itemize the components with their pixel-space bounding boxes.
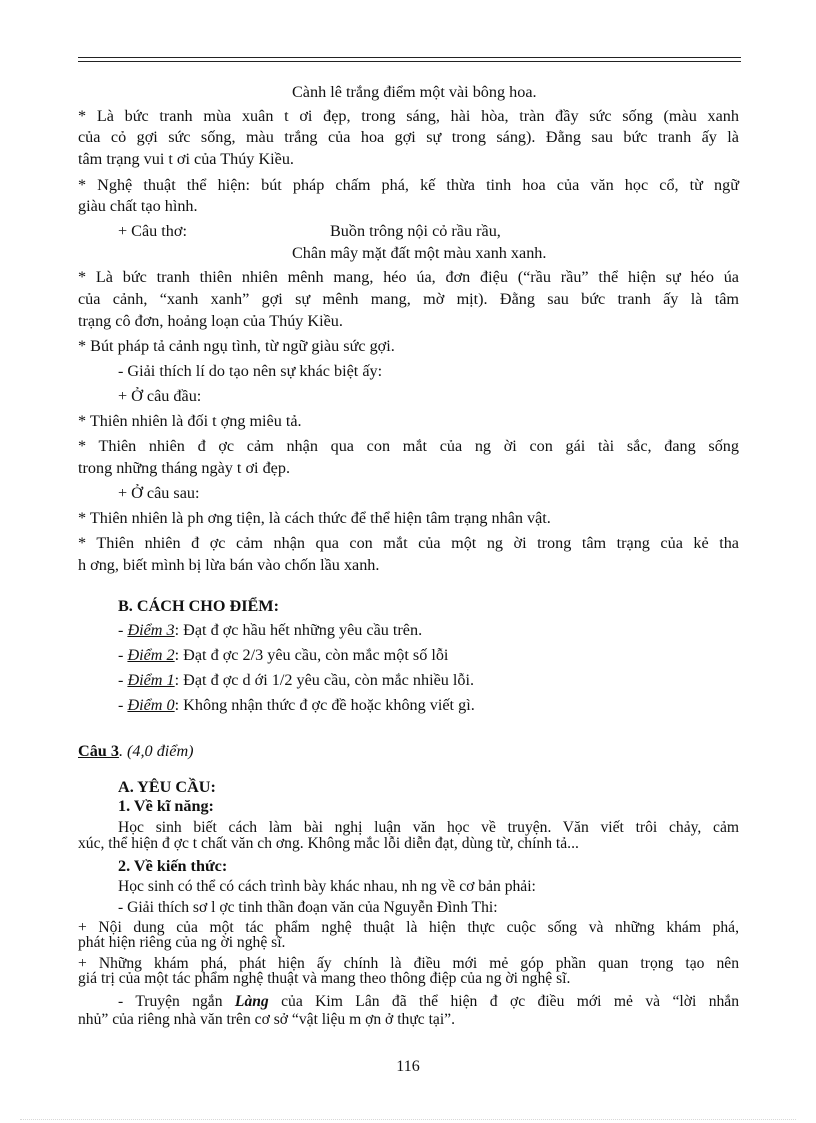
grading-item: - Điểm 1: Đạt đ ợc d ới 1/2 yêu cầu, còn mắc nhiều lỗi. bbox=[118, 671, 475, 689]
text-line: * Thiên nhiên đ ợc cảm nhận qua con mắt của một ng ời trong tâm trạng của kẻ tha bbox=[78, 534, 739, 552]
score-label: Điểm 3 bbox=[127, 621, 175, 639]
text-line: * Nghệ thuật thể hiện: bút pháp chấm phá, kế thừa tinh hoa của văn học cổ, từ ngữ bbox=[78, 176, 739, 194]
story-title: Làng bbox=[234, 993, 269, 1010]
question-score: . (4,0 điểm) bbox=[118, 742, 194, 760]
text-line: * Là bức tranh thiên nhiên mênh mang, héo úa, đơn điệu (“rầu rầu” thể hiện sự héo úa bbox=[78, 268, 739, 286]
footer-dotted-line bbox=[20, 1119, 796, 1120]
header-rule-bottom bbox=[78, 61, 741, 62]
grading-heading: B. CÁCH CHO ĐIỂM: bbox=[118, 597, 279, 615]
text-line: * Thiên nhiên là ph ơng tiện, là cách thức để thể hiện tâm trạng nhân vật. bbox=[78, 509, 551, 527]
grading-item: - Điểm 0: Không nhận thức đ ợc đề hoặc không viết gì. bbox=[118, 696, 475, 714]
text-line: Học sinh biết cách làm bài nghị luận văn học về truyện. Văn viết trôi chảy, cảm bbox=[118, 819, 739, 836]
text-line: - Giải thích lí do tạo nên sự khác biệt ấy: bbox=[118, 362, 383, 380]
poem-line-2: Buồn trông nội cỏ rầu rầu, bbox=[330, 222, 501, 240]
text-line: + Những khám phá, phát hiện ấy chính là điều mới mẻ góp phần quan trọng tạo nên bbox=[78, 955, 739, 972]
poem-line-3: Chân mây mặt đất một màu xanh xanh. bbox=[292, 244, 547, 262]
text-line: + Ở câu đầu: bbox=[118, 387, 202, 405]
header-rule-top bbox=[78, 57, 741, 58]
text-line: giá trị của một tác phẩm nghệ thuật và mang theo thông điệp của ng ời nghệ sĩ. bbox=[78, 970, 571, 987]
text-line: của cỏ gợi sức sống, màu trắng của hoa gợi sự trong sáng). Đằng sau bức tranh ấy là bbox=[78, 128, 739, 146]
poem-intro-label: + Câu thơ: bbox=[118, 222, 187, 240]
text-line: + Nội dung của một tác phẩm nghệ thuật là hiện thực cuộc sống và những khám phá, bbox=[78, 919, 739, 936]
requirements-heading: A. YÊU CẦU: bbox=[118, 778, 216, 796]
text-line: * Thiên nhiên đ ợc cảm nhận qua con mắt của ng ời con gái tài sắc, đang sống bbox=[78, 437, 739, 455]
score-label: Điểm 2 bbox=[127, 646, 175, 664]
question-label: Câu 3 bbox=[78, 742, 119, 760]
text-line: của cảnh, “xanh xanh” gợi sự mênh mang, mờ mịt). Đằng sau bức tranh ấy là tâm bbox=[78, 290, 739, 308]
grading-item: - Điểm 3: Đạt đ ợc hầu hết những yêu cầu trên. bbox=[118, 621, 423, 639]
score-label: Điểm 0 bbox=[127, 696, 175, 714]
text-line: tâm trạng vui t ơi của Thúy Kiều. bbox=[78, 150, 294, 168]
text-line: * Bút pháp tả cảnh ngụ tình, từ ngữ giàu sức gợi. bbox=[78, 337, 395, 355]
text-line: phát hiện riêng của ng ời nghệ sĩ. bbox=[78, 934, 286, 951]
text-line: * Là bức tranh mùa xuân t ơi đẹp, trong sáng, hài hòa, tràn đầy sức sống (màu xanh bbox=[78, 107, 739, 125]
text-line: trong những tháng ngày t ơi đẹp. bbox=[78, 459, 291, 477]
question-3-title bbox=[78, 741, 194, 761]
text-line: + Ở câu sau: bbox=[118, 484, 200, 502]
text-line: nhủ” của riêng nhà văn trên cơ sở “vật liệu m ợn ở thực tại”. bbox=[78, 1011, 456, 1028]
text-line: trạng cô đơn, hoảng loạn của Thúy Kiều. bbox=[78, 312, 343, 330]
text-line: xúc, thể hiện đ ợc t chất văn ch ơng. Không mắc lỗi diễn đạt, dùng từ, chính tả... bbox=[78, 835, 579, 852]
text-line: giàu chất tạo hình. bbox=[78, 197, 198, 215]
skills-heading: 1. Về kĩ năng: bbox=[118, 797, 214, 815]
text-line: * Thiên nhiên là đối t ợng miêu tả. bbox=[78, 412, 302, 430]
knowledge-heading: 2. Về kiến thức: bbox=[118, 857, 228, 875]
text-line: h ơng, biết mình bị lừa bán vào chốn lầu xanh. bbox=[78, 556, 380, 574]
text-line: - Giải thích sơ l ợc tinh thần đoạn văn của Nguyễn Đình Thi: bbox=[118, 899, 498, 916]
text-line: - Truyện ngắn Làng của Kim Lân đã thể hiện đ ợc điều mới mẻ và “lời nhắn bbox=[118, 993, 740, 1010]
grading-item: - Điểm 2: Đạt đ ợc 2/3 yêu cầu, còn mắc một số lỗi bbox=[118, 646, 449, 664]
score-label: Điểm 1 bbox=[127, 671, 175, 689]
poem-line-1: Cành lê trắng điểm một vài bông hoa. bbox=[292, 83, 537, 101]
text-line: Học sinh có thể có cách trình bày khác nhau, nh ng về cơ bản phải: bbox=[118, 878, 536, 895]
page-number: 116 bbox=[396, 1058, 420, 1075]
